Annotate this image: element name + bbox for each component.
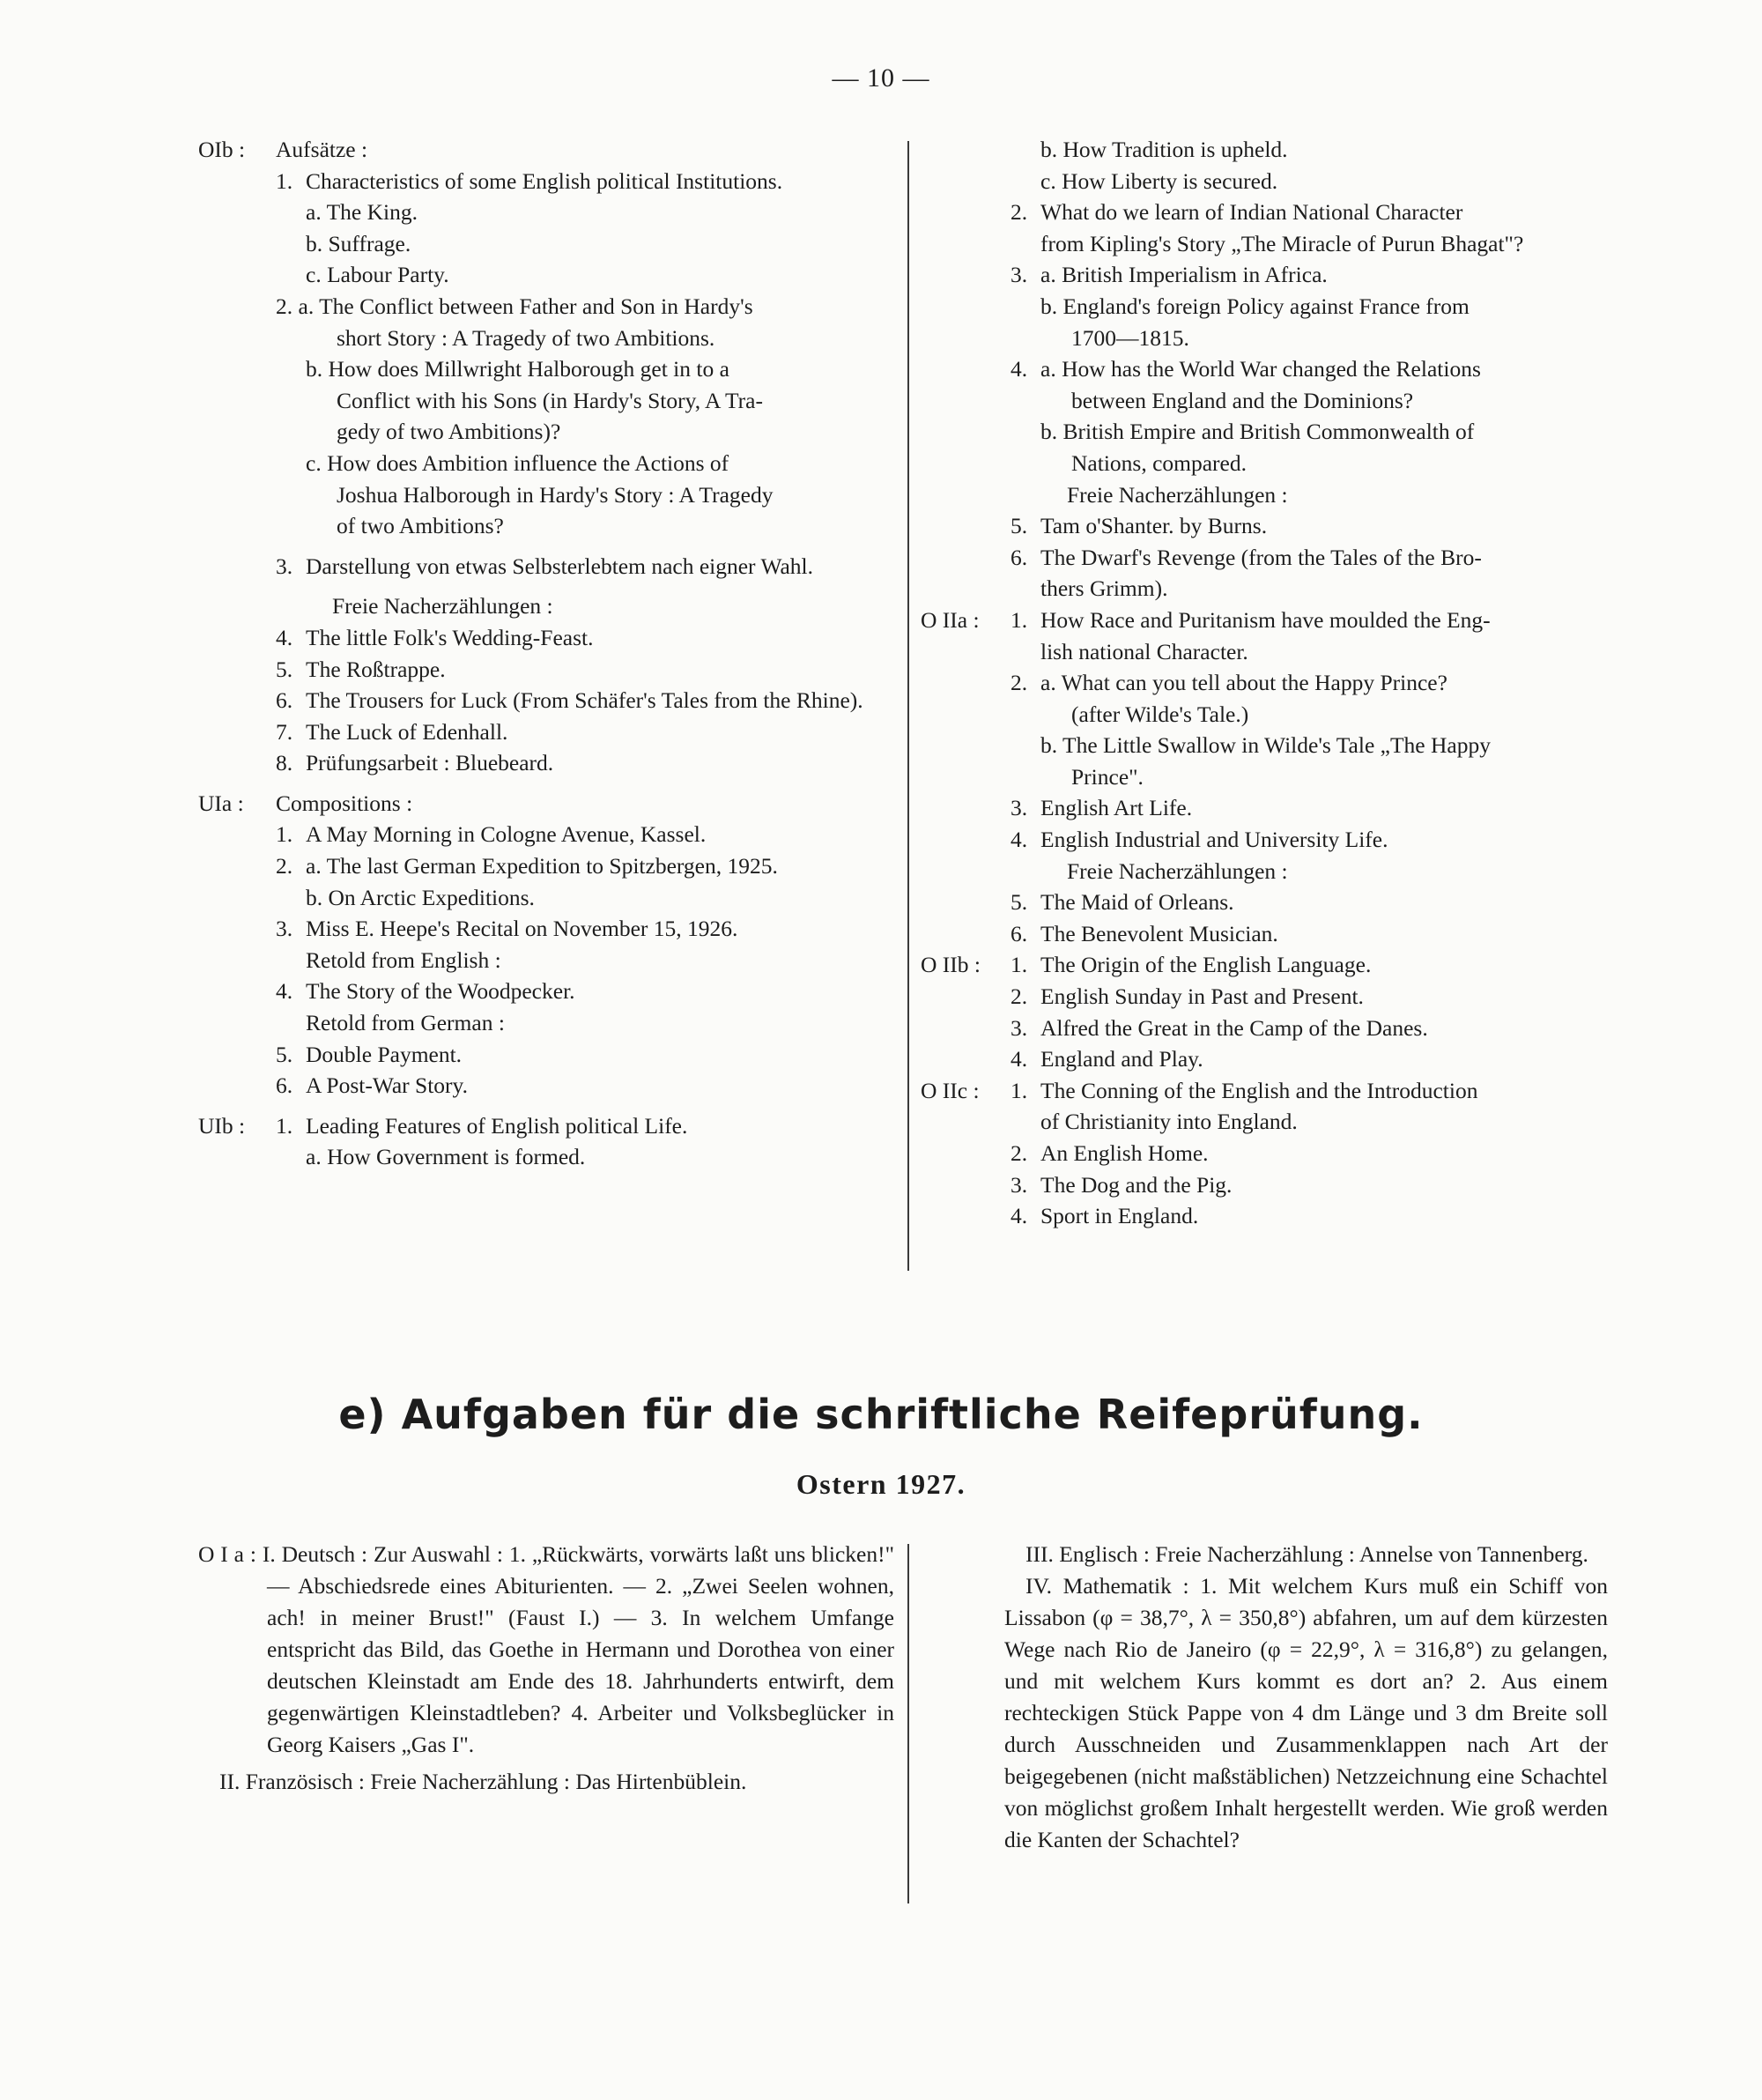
item-text: The Luck of Edenhall.	[306, 718, 508, 745]
page-number: — 10 —	[832, 63, 930, 93]
item-text: English Industrial and University Life.	[1040, 827, 1388, 853]
list-item: 5. Tam o'Shanter. by Burns.	[1011, 510, 1608, 542]
column-divider-top	[907, 141, 909, 1271]
list-item: 8. Prüfungsarbeit : Bluebeard.	[276, 747, 894, 779]
list-item: 6. The Dwarf's Revenge (from the Tales of the Bro-	[1011, 542, 1608, 574]
section-body-uia	[276, 788, 894, 1102]
list-item: 1. The Origin of the English Language.	[1011, 949, 1608, 981]
subheading: Retold from German :	[306, 1010, 505, 1036]
list-item: 2. English Sunday in Past and Present.	[1011, 981, 1608, 1013]
sub-item: c. Labour Party.	[306, 262, 449, 288]
list-item: 4. Sport in England.	[1011, 1200, 1608, 1232]
sub-item: b. The Little Swallow in Wilde's Tale „The Happy	[1040, 732, 1491, 759]
list-item: 3. Miss E. Heepe's Recital on November 15, 1926.	[276, 913, 894, 945]
list-item: 6. The Trousers for Luck (From Schäfer's Tales from the Rhine).	[276, 685, 894, 716]
section-body-oib	[276, 134, 894, 779]
item-text: a. What can you tell about the Happy Prince?	[1040, 670, 1447, 696]
list-item: 2. What do we learn of Indian National Character	[1011, 197, 1608, 228]
right-column	[921, 134, 1608, 1232]
sub-item: a. How Government is formed.	[306, 1144, 586, 1170]
exam-english-paragraph: III. Englisch : Freie Nacherzählung : Annelse von Tannenberg.	[1025, 1541, 1588, 1567]
list-item: 6. The Benevolent Musician.	[1011, 918, 1608, 950]
item-cont: from Kipling's Story „The Miracle of Purun Bhagat"?	[1040, 230, 1524, 256]
section-body-oiic	[1011, 1075, 1608, 1232]
list-item: 5. The Maid of Orleans.	[1011, 887, 1608, 918]
sub-item: b. Suffrage.	[306, 230, 411, 256]
sub-item-cont: Joshua Halborough in Hardy's Story : A Tragedy	[337, 481, 774, 508]
list-item: 1. A May Morning in Cologne Avenue, Kassel.	[276, 819, 894, 850]
section-body-oiia	[1011, 605, 1608, 950]
section-heading: Aufsätze :	[276, 137, 368, 162]
sub-item-cont: between England and the Dominions?	[1071, 387, 1414, 413]
sub-item-cont: Prince".	[1071, 763, 1144, 790]
section-heading: Compositions :	[276, 790, 413, 816]
list-item: 4. England and Play.	[1011, 1043, 1608, 1075]
section-uia	[198, 788, 894, 1102]
item-text: a. The last German Expedition to Spitzbergen, 1925.	[306, 853, 778, 879]
section-uib	[198, 1110, 894, 1173]
list-item: 1. How Race and Puritanism have moulded the Eng-	[1011, 605, 1608, 636]
item-text: Sport in England.	[1040, 1203, 1199, 1229]
list-item: 7. The Luck of Edenhall.	[276, 716, 894, 748]
item-text: The little Folk's Wedding-Feast.	[306, 624, 594, 650]
list-item: 5. The Roßtrappe.	[276, 654, 894, 686]
section-body-oiib	[1011, 949, 1608, 1074]
sub-item: c. How does Ambition influence the Actions of	[306, 449, 729, 476]
sub-item-cont: short Story : A Tragedy of two Ambitions.	[337, 324, 715, 351]
list-item: 4. The little Folk's Wedding-Feast.	[276, 622, 894, 654]
item-text: a. British Imperialism in Africa.	[1040, 262, 1328, 288]
item-cont: lish national Character.	[1040, 638, 1248, 664]
list-item: 4. English Industrial and University Life.	[1011, 824, 1608, 856]
sub-item: b. On Arctic Expeditions.	[306, 884, 535, 910]
list-item: 2. a. The last German Expedition to Spitzbergen, 1925.	[276, 850, 894, 882]
sub-item: b. How does Millwright Halborough get in to a	[306, 356, 729, 382]
section-oiic	[921, 1075, 1608, 1232]
sub-item: b. How Tradition is upheld.	[1040, 137, 1288, 162]
item-text: The Roßtrappe.	[306, 656, 446, 682]
list-item: 3. Alfred the Great in the Camp of the Danes.	[1011, 1013, 1608, 1044]
item-text: The Dwarf's Revenge (from the Tales of the Bro-	[1040, 544, 1482, 570]
section-label-oiia: O IIa :	[921, 606, 980, 633]
left-column	[198, 134, 894, 1173]
section-oiia	[921, 605, 1608, 950]
item-cont: thers Grimm).	[1040, 575, 1168, 602]
section-body-uib	[276, 1110, 894, 1173]
subheading: Freie Nacherzählungen :	[332, 593, 553, 620]
subheading: Freie Nacherzählungen :	[1067, 857, 1288, 884]
item-text: Miss E. Heepe's Recital on November 15, 1926.	[306, 916, 738, 942]
sub-item: a. The King.	[306, 199, 418, 226]
item-text: Darstellung von etwas Selbsterlebtem nach eigner Wahl.	[306, 553, 814, 579]
subheading: Retold from English :	[306, 946, 501, 973]
item-text: Alfred the Great in the Camp of the Danes.	[1040, 1014, 1428, 1041]
item-text: The Dog and the Pig.	[1040, 1171, 1233, 1198]
exam-math-paragraph: IV. Mathematik : 1. Mit welchem Kurs muß ein Schiff von Lissabon (φ = 38,7°, λ = 350,8°) abfahren, um auf dem kürzesten Wege nach Rio de Janeiro (φ = 22,9°, λ = 316,8°) zu gelangen, und mit welchem Kurs kommt es dort an? 2. Aus einem rechteckigen Stück Pappe von 4 dm Länge und 3 dm Breite soll durch Ausschneiden und Zusammenklappen nach Art der beigegebenen (nicht maßstäblichen) Netzzeichnung eine Schachtel von möglichst großem Inhalt hergestellt werden. Wie groß werden die Kanten der Schachtel?	[1004, 1573, 1608, 1852]
sub-item-cont: Conflict with his Sons (in Hardy's Story, A Tra-	[337, 387, 763, 413]
list-item: 5. Double Payment.	[276, 1039, 894, 1071]
section-label-uia: UIa :	[198, 790, 244, 816]
section-label-oiib: O IIb :	[921, 952, 981, 978]
list-item: 6. A Post-War Story.	[276, 1070, 894, 1102]
exam-right-column	[1004, 1539, 1608, 1856]
item-text: What do we learn of Indian National Character	[1040, 199, 1463, 226]
item-text: Double Payment.	[306, 1041, 463, 1067]
exam-left-column	[198, 1539, 894, 1798]
list-item: 3. English Art Life.	[1011, 792, 1608, 824]
list-item: 1. The Conning of the English and the Introduction	[1011, 1075, 1608, 1107]
item-cont: of Christianity into England.	[1040, 1109, 1298, 1135]
sub-item-cont: gedy of two Ambitions)?	[337, 419, 561, 445]
item-text: The Trousers for Luck (From Schäfer's Tales from the Rhine).	[306, 687, 863, 714]
sub-item: 2. a. The Conflict between Father and Son in Hardy's	[276, 293, 753, 319]
sub-item: b. British Empire and British Commonwealth of	[1040, 419, 1475, 445]
section-uib-continued	[921, 134, 1608, 605]
exam-date: Ostern 1927.	[796, 1468, 966, 1500]
item-text: The Story of the Woodpecker.	[306, 978, 575, 1005]
item-text: Leading Features of English political Life.	[306, 1112, 688, 1139]
sub-item-cont: Nations, compared.	[1071, 449, 1247, 476]
section-oib	[198, 134, 894, 779]
column-divider-bottom	[907, 1544, 909, 1903]
item-text: A May Morning in Cologne Avenue, Kassel.	[306, 821, 707, 848]
item-text: An English Home.	[1040, 1140, 1209, 1166]
list-item: 3. The Dog and the Pig.	[1011, 1169, 1608, 1201]
section-label-oib: OIb :	[198, 137, 246, 162]
list-item: 4. a. How has the World War changed the Relations	[1011, 353, 1608, 385]
exam-french-paragraph: II. Französisch : Freie Nacherzählung : Das Hirtenbüblein.	[219, 1769, 747, 1794]
item-text: The Origin of the English Language.	[1040, 952, 1372, 978]
item-text: The Maid of Orleans.	[1040, 889, 1234, 916]
item-text: The Conning of the English and the Introduction	[1040, 1077, 1478, 1103]
item-text: Prüfungsarbeit : Bluebeard.	[306, 750, 554, 776]
list-item: 4. The Story of the Woodpecker.	[276, 976, 894, 1007]
subheading: Freie Nacherzählungen :	[1067, 481, 1288, 508]
item-text: English Sunday in Past and Present.	[1040, 983, 1364, 1010]
sub-item-cont: 1700—1815.	[1071, 324, 1189, 351]
item-text: a. How has the World War changed the Relations	[1040, 356, 1481, 382]
sub-item-cont: (after Wilde's Tale.)	[1071, 701, 1249, 727]
section-oiib	[921, 949, 1608, 1074]
list-item: 2. An English Home.	[1011, 1138, 1608, 1169]
sub-item: c. How Liberty is secured.	[1040, 167, 1278, 194]
list-item: 3. Darstellung von etwas Selbsterlebtem nach eigner Wahl.	[276, 551, 894, 583]
list-item: 1. Characteristics of some English political Institutions.	[276, 166, 894, 197]
sub-item-cont: of two Ambitions?	[337, 513, 504, 539]
item-text: English Art Life.	[1040, 795, 1193, 821]
list-item: 1. Leading Features of English political Life.	[276, 1110, 894, 1142]
item-text: Characteristics of some English political Institutions.	[306, 167, 783, 194]
item-text: England and Play.	[1040, 1046, 1203, 1072]
item-text: Tam o'Shanter. by Burns.	[1040, 513, 1268, 539]
section-label-oiic: O IIc :	[921, 1077, 980, 1103]
list-item: 2. a. What can you tell about the Happy Prince?	[1011, 667, 1608, 699]
item-text: The Benevolent Musician.	[1040, 920, 1278, 946]
item-text: A Post-War Story.	[306, 1072, 469, 1099]
exam-german-paragraph: O I a : I. Deutsch : Zur Auswahl : 1. „Rückwärts, vorwärts laßt uns blicken!" — Abschiedsrede eines Abiturienten. — 2. „Zwei Seelen wohnen, ach! in meiner Brust!" (Faust I.) — 3. In welchem Umfange entspricht das Bild, das Goethe in Hermann und Dorothea von einer deutschen Kleinstadt am Ende des 18. Jahrhunderts entwirft, dem gegenwärtigen Kleinstadtleben? 4. Arbeiter und Volksbeglücker in Georg Kaisers „Gas I".	[198, 1541, 894, 1757]
sub-item: b. England's foreign Policy against France from	[1040, 293, 1470, 319]
section-title: e) Aufgaben für die schriftliche Reifeprüfung.	[338, 1391, 1424, 1438]
item-text: How Race and Puritanism have moulded the Eng-	[1040, 606, 1491, 633]
list-item: 3. a. British Imperialism in Africa.	[1011, 259, 1608, 291]
section-label-uib: UIb :	[198, 1112, 246, 1139]
